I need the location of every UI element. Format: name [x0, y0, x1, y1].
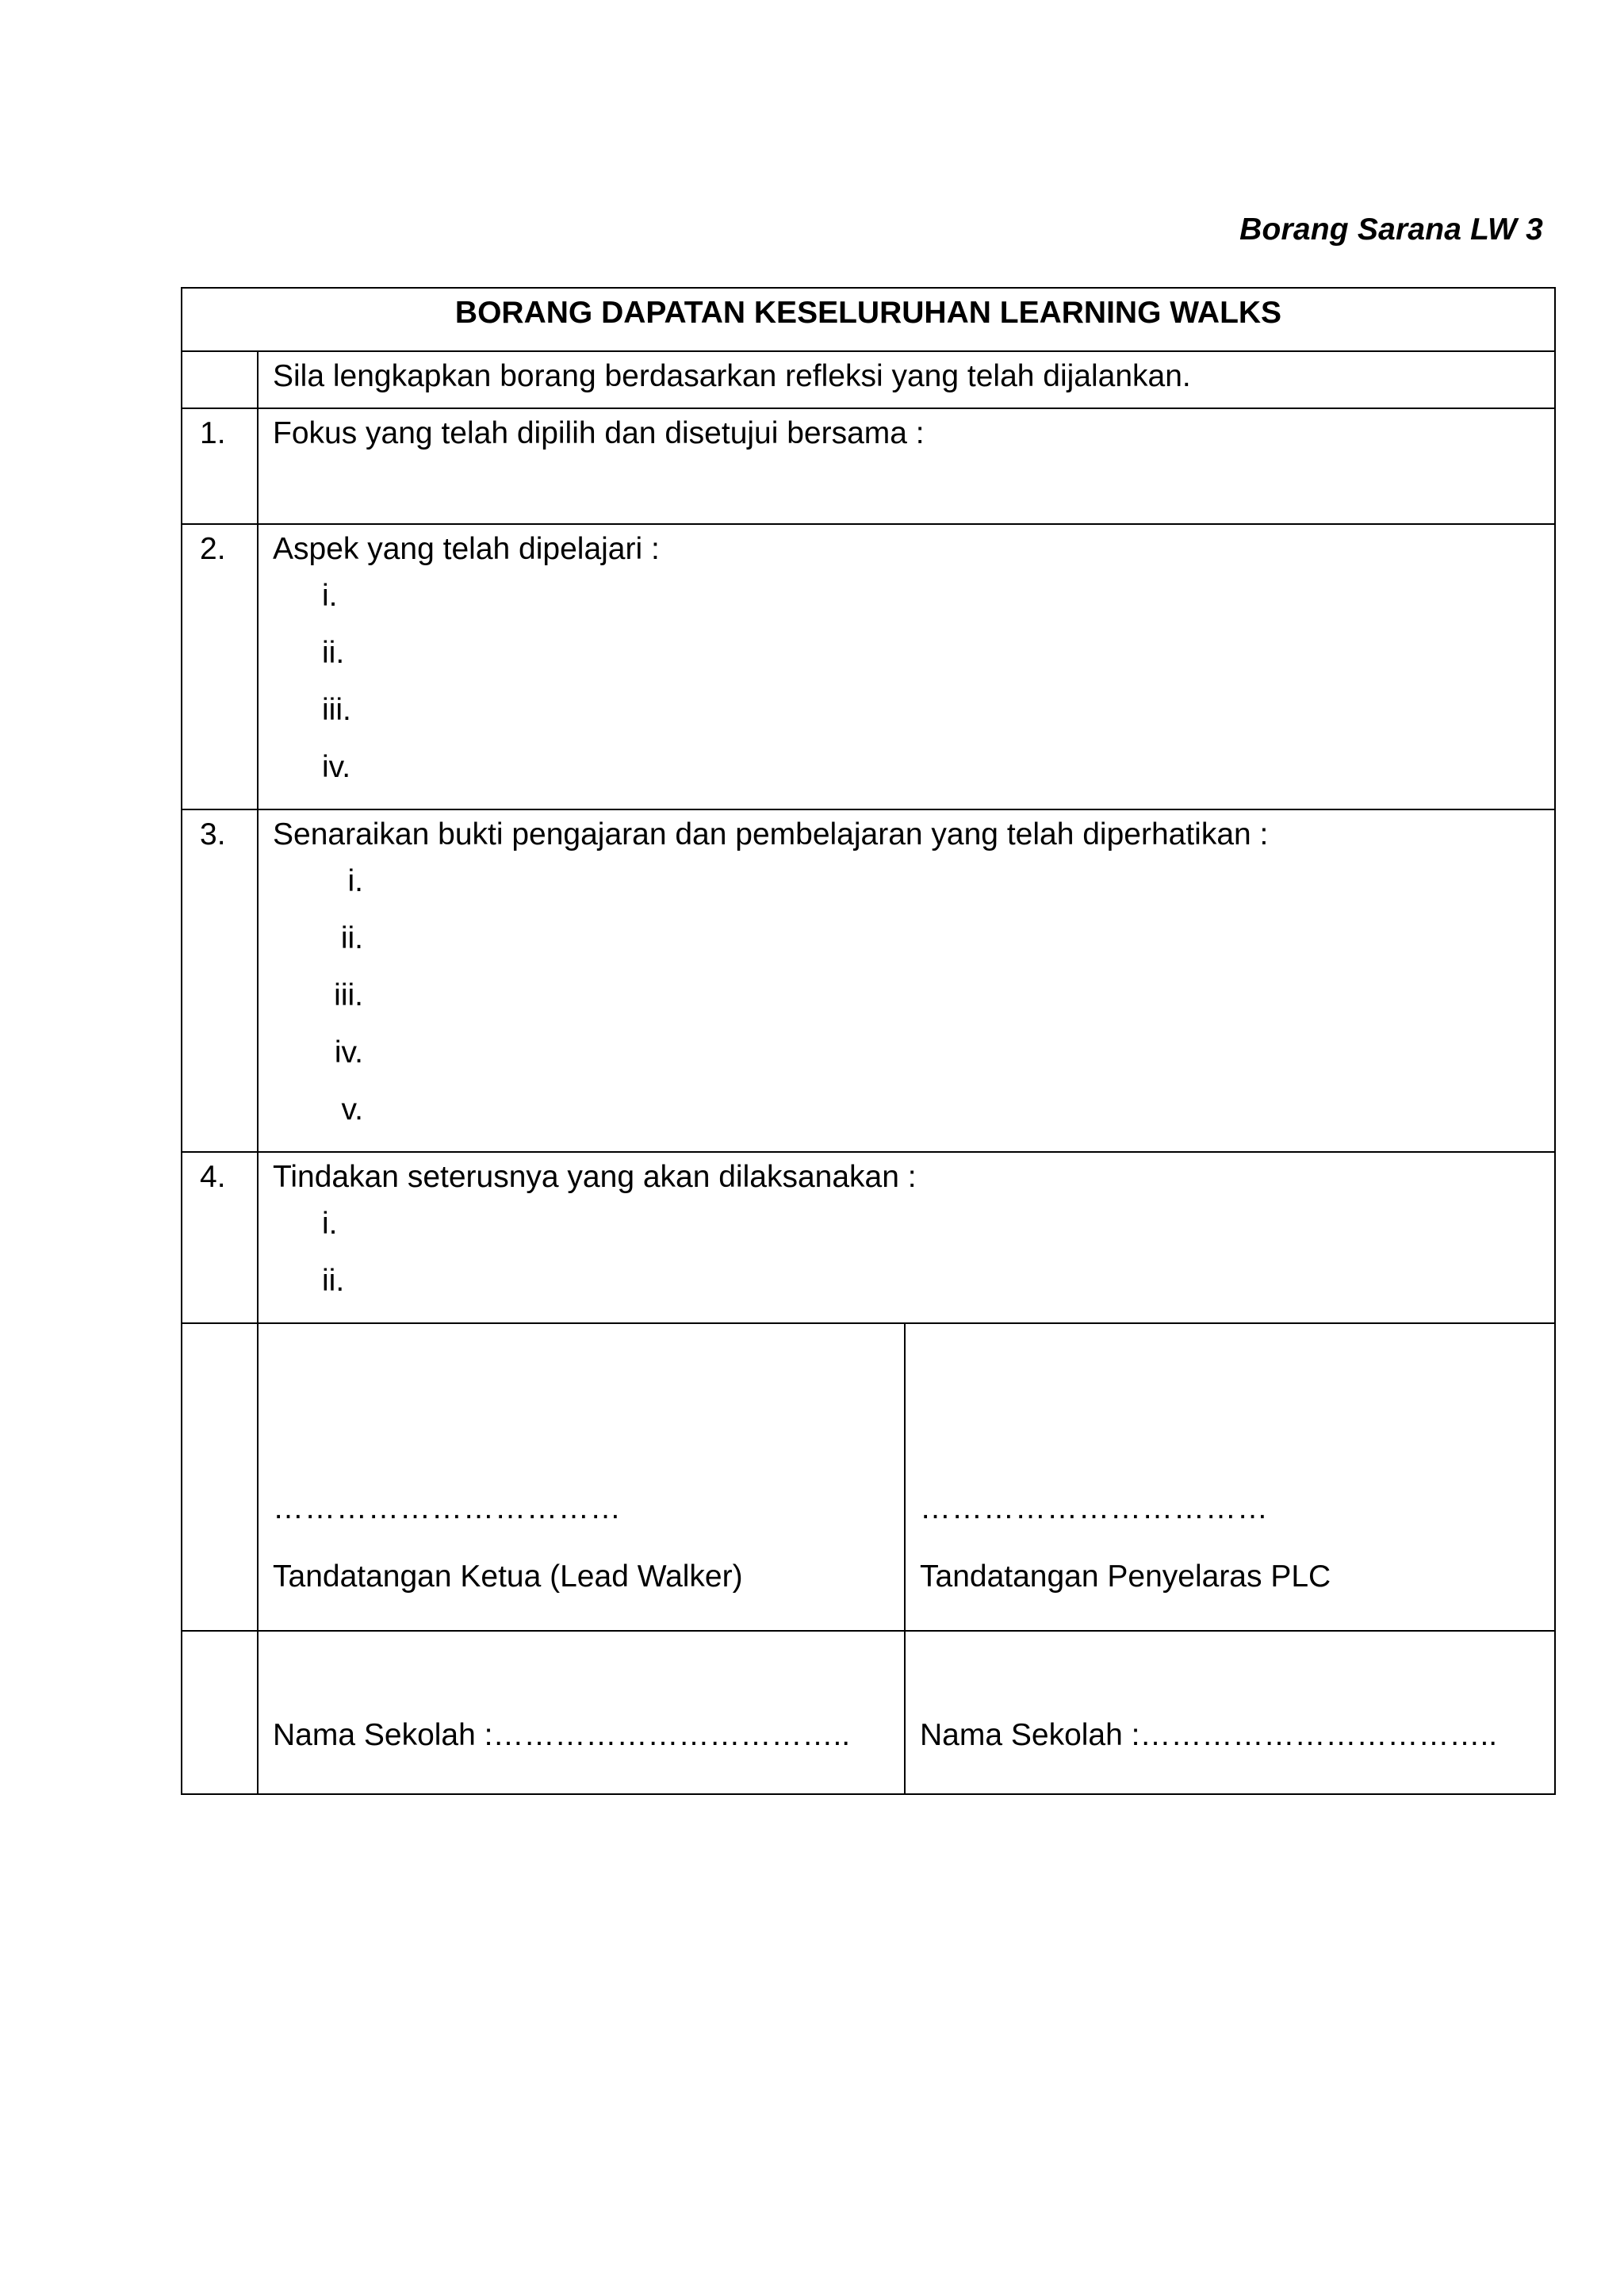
list-item: i. [347, 864, 363, 898]
signature-number-cell [182, 1323, 258, 1631]
list-item: i. [322, 579, 338, 613]
section-row-1 [182, 408, 1555, 524]
section-1-cell[interactable] [258, 408, 1555, 524]
section-prompt: Aspek yang telah dipelajari : [273, 532, 660, 566]
signature-line: …………………………… [273, 1491, 622, 1525]
aspect-list [273, 568, 1540, 796]
list-item: ii. [340, 921, 363, 955]
section-4-cell[interactable] [258, 1152, 1555, 1323]
list-item: iv. [334, 1035, 363, 1070]
signature-row [182, 1323, 1555, 1631]
section-number: 2. [182, 524, 258, 809]
school-name-label: Nama Sekolah :…………………………….. [273, 1718, 851, 1752]
intro-row [182, 351, 1555, 408]
evidence-list [273, 853, 1540, 1138]
list-item: i. [322, 1207, 338, 1241]
section-prompt: Fokus yang telah dipilih dan disetujui bersama : [273, 416, 925, 450]
list-item: iv. [322, 750, 351, 784]
signature-line: …………………………… [920, 1491, 1269, 1525]
school-number-cell [182, 1631, 258, 1794]
school-name-field-right[interactable] [905, 1631, 1555, 1794]
intro-number-cell [182, 351, 258, 408]
school-name-row [182, 1631, 1555, 1794]
list-item: v. [341, 1093, 363, 1127]
plc-coordinator-signature-cell[interactable] [905, 1323, 1555, 1631]
section-prompt: Tindakan seterusnya yang akan dilaksanakan : [273, 1160, 917, 1194]
section-row-4 [182, 1152, 1555, 1323]
section-row-2 [182, 524, 1555, 809]
section-row-3 [182, 809, 1555, 1152]
school-name-label: Nama Sekolah :…………………………….. [920, 1718, 1498, 1752]
list-item: iii. [322, 693, 351, 727]
school-name-field-left[interactable] [258, 1631, 905, 1794]
next-action-list [273, 1196, 1540, 1310]
form-title: BORANG DAPATAN KESELURUHAN LEARNING WALKS [182, 288, 1555, 351]
section-3-cell[interactable] [258, 809, 1555, 1152]
section-number: 4. [182, 1152, 258, 1323]
form-reference: Borang Sarana LW 3 [1239, 212, 1543, 247]
lead-walker-signature-label: Tandatangan Ketua (Lead Walker) [273, 1559, 743, 1594]
list-item: ii. [322, 1264, 345, 1298]
list-item: iii. [334, 978, 363, 1012]
list-item: ii. [322, 636, 345, 670]
lead-walker-signature-cell[interactable] [258, 1323, 905, 1631]
section-2-cell[interactable] [258, 524, 1555, 809]
intro-text: Sila lengkapkan borang berdasarkan refleksi yang telah dijalankan. [258, 351, 1555, 408]
section-number: 3. [182, 809, 258, 1152]
section-number: 1. [182, 408, 258, 524]
form-title-row [182, 288, 1555, 351]
section-prompt: Senaraikan bukti pengajaran dan pembelajaran yang telah diperhatikan : [273, 817, 1269, 851]
findings-form-table [181, 287, 1556, 1795]
plc-coordinator-signature-label: Tandatangan Penyelaras PLC [920, 1559, 1331, 1594]
